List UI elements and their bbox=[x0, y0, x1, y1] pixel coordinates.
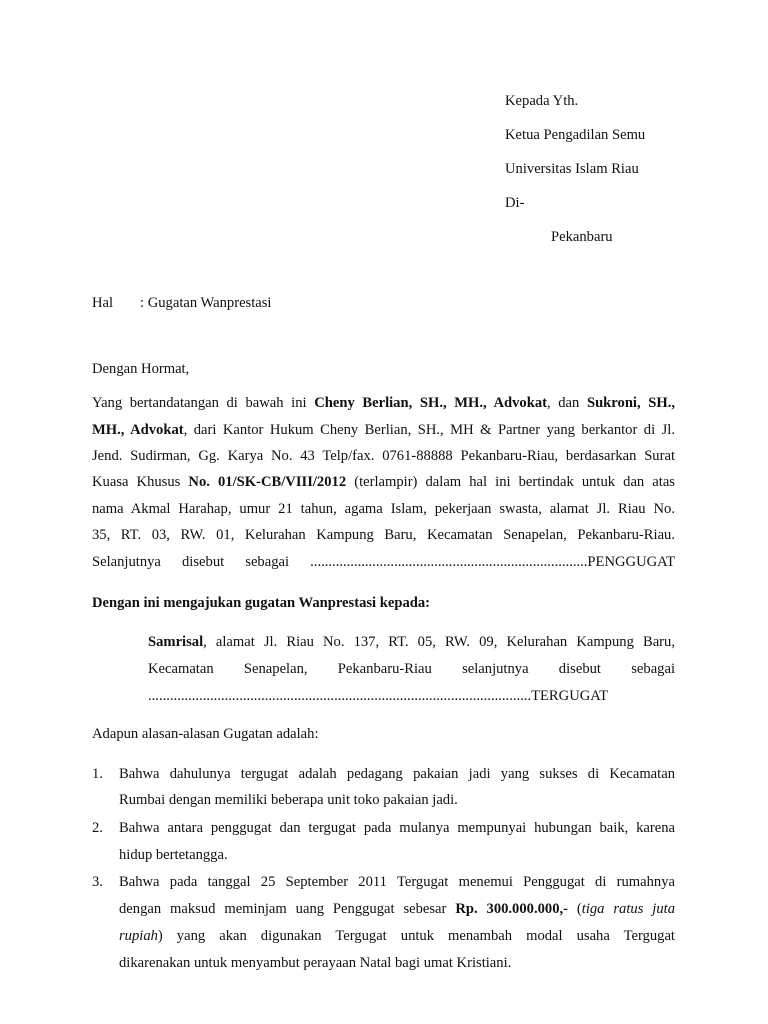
defendant-line-3: .........................................................................................................TERGUGAT bbox=[148, 688, 609, 704]
intro-line-2 bbox=[92, 420, 675, 440]
intro-text: Yang bertandatangan di bawah ini bbox=[92, 395, 315, 411]
reason-text: ) yang akan digunakan Tergugat untuk menambah modal usaha Tergugat bbox=[157, 928, 675, 944]
loan-amount: Rp. 300.000.000,- bbox=[455, 901, 568, 917]
advocate-name-2: Sukroni, SH., bbox=[586, 395, 676, 411]
reason-text: dengan maksud meminjam uang Penggugat sebesar bbox=[119, 901, 456, 917]
intro-line-3: Jend. Sudirman, Gg. Karya No. 43 Telp/fax. 0761-88888 Pekanbaru-Riau, berdasarkan Surat bbox=[92, 448, 675, 464]
loan-amount-words: tiga ratus juta bbox=[581, 901, 675, 917]
reason-3-line-3 bbox=[119, 926, 675, 946]
reason-1-number: 1. bbox=[92, 766, 103, 782]
subject-value: : Gugatan Wanprestasi bbox=[140, 295, 272, 311]
loan-amount-words: rupiah bbox=[119, 928, 158, 944]
defendant-address: , alamat Jl. Riau No. 137, RT. 05, RW. 09, Kelurahan Kampung Baru, bbox=[203, 634, 675, 650]
intro-text: Kuasa Khusus bbox=[92, 474, 189, 490]
intro-text: , dari Kantor Hukum Cheny Berlian, SH., MH & Partner yang berkantor di Jl. bbox=[183, 422, 675, 438]
intro-line-6: 35, RT. 03, RW. 01, Kelurahan Kampung Baru, Kecamatan Senapelan, Pekanbaru-Riau. bbox=[92, 527, 675, 543]
advocate-name-1: Cheny Berlian, SH., MH., Advokat bbox=[314, 395, 547, 411]
intro-text: , dan bbox=[547, 395, 587, 411]
reason-3-line-2 bbox=[119, 899, 675, 919]
reason-text: ( bbox=[568, 901, 582, 917]
recipient-line-kepada: Kepada Yth. bbox=[505, 93, 579, 109]
recipient-line-city: Pekanbaru bbox=[551, 229, 613, 245]
defendant-line-2: Kecamatan Senapelan, Pekanbaru-Riau selanjutnya disebut sebagai bbox=[148, 661, 675, 677]
recipient-line-ketua: Ketua Pengadilan Semu bbox=[505, 127, 646, 143]
reason-3-line-4: dikarenakan untuk menyambut perayaan Natal bagi umat Kristiani. bbox=[119, 955, 512, 971]
reason-3-line-1: Bahwa pada tanggal 25 September 2011 Tergugat menemui Penggugat di rumahnya bbox=[119, 874, 675, 890]
reason-2-number: 2. bbox=[92, 820, 103, 836]
advocate-title: MH., Advokat bbox=[92, 422, 184, 438]
claim-heading: Dengan ini mengajukan gugatan Wanprestasi kepada: bbox=[92, 595, 431, 611]
reason-2-line-1: Bahwa antara penggugat dan tergugat pada mulanya mempunyai hubungan baik, karena bbox=[119, 820, 675, 836]
defendant-name: Samrisal bbox=[148, 634, 204, 650]
reason-1-line-2: Rumbai dengan memiliki beberapa unit toko pakaian jadi. bbox=[119, 792, 458, 808]
reason-3-number: 3. bbox=[92, 874, 103, 890]
reasons-heading: Adapun alasan-alasan Gugatan adalah: bbox=[92, 726, 319, 742]
intro-line-5: nama Akmal Harahap, umur 21 tahun, agama Islam, pekerjaan swasta, alamat Jl. Riau No. bbox=[92, 501, 675, 517]
intro-text: (terlampir) dalam hal ini bertindak untuk dan atas bbox=[346, 474, 675, 490]
power-of-attorney-number: No. 01/SK-CB/VIII/2012 bbox=[188, 474, 347, 490]
reason-1-line-1: Bahwa dahulunya tergugat adalah pedagang pakaian jadi yang sukses di Kecamatan bbox=[119, 766, 675, 782]
reason-2-line-2: hidup bertetangga. bbox=[119, 847, 228, 863]
subject-label: Hal bbox=[92, 295, 114, 311]
recipient-line-universitas: Universitas Islam Riau bbox=[505, 161, 639, 177]
intro-line-4 bbox=[92, 472, 675, 492]
greeting: Dengan Hormat, bbox=[92, 361, 190, 377]
defendant-line-1 bbox=[148, 632, 675, 652]
intro-line-7: Selanjutnya disebut sebagai ............................................................................PENGGUGAT bbox=[92, 554, 675, 570]
recipient-line-di: Di- bbox=[505, 195, 525, 211]
intro-line-1 bbox=[92, 393, 675, 413]
